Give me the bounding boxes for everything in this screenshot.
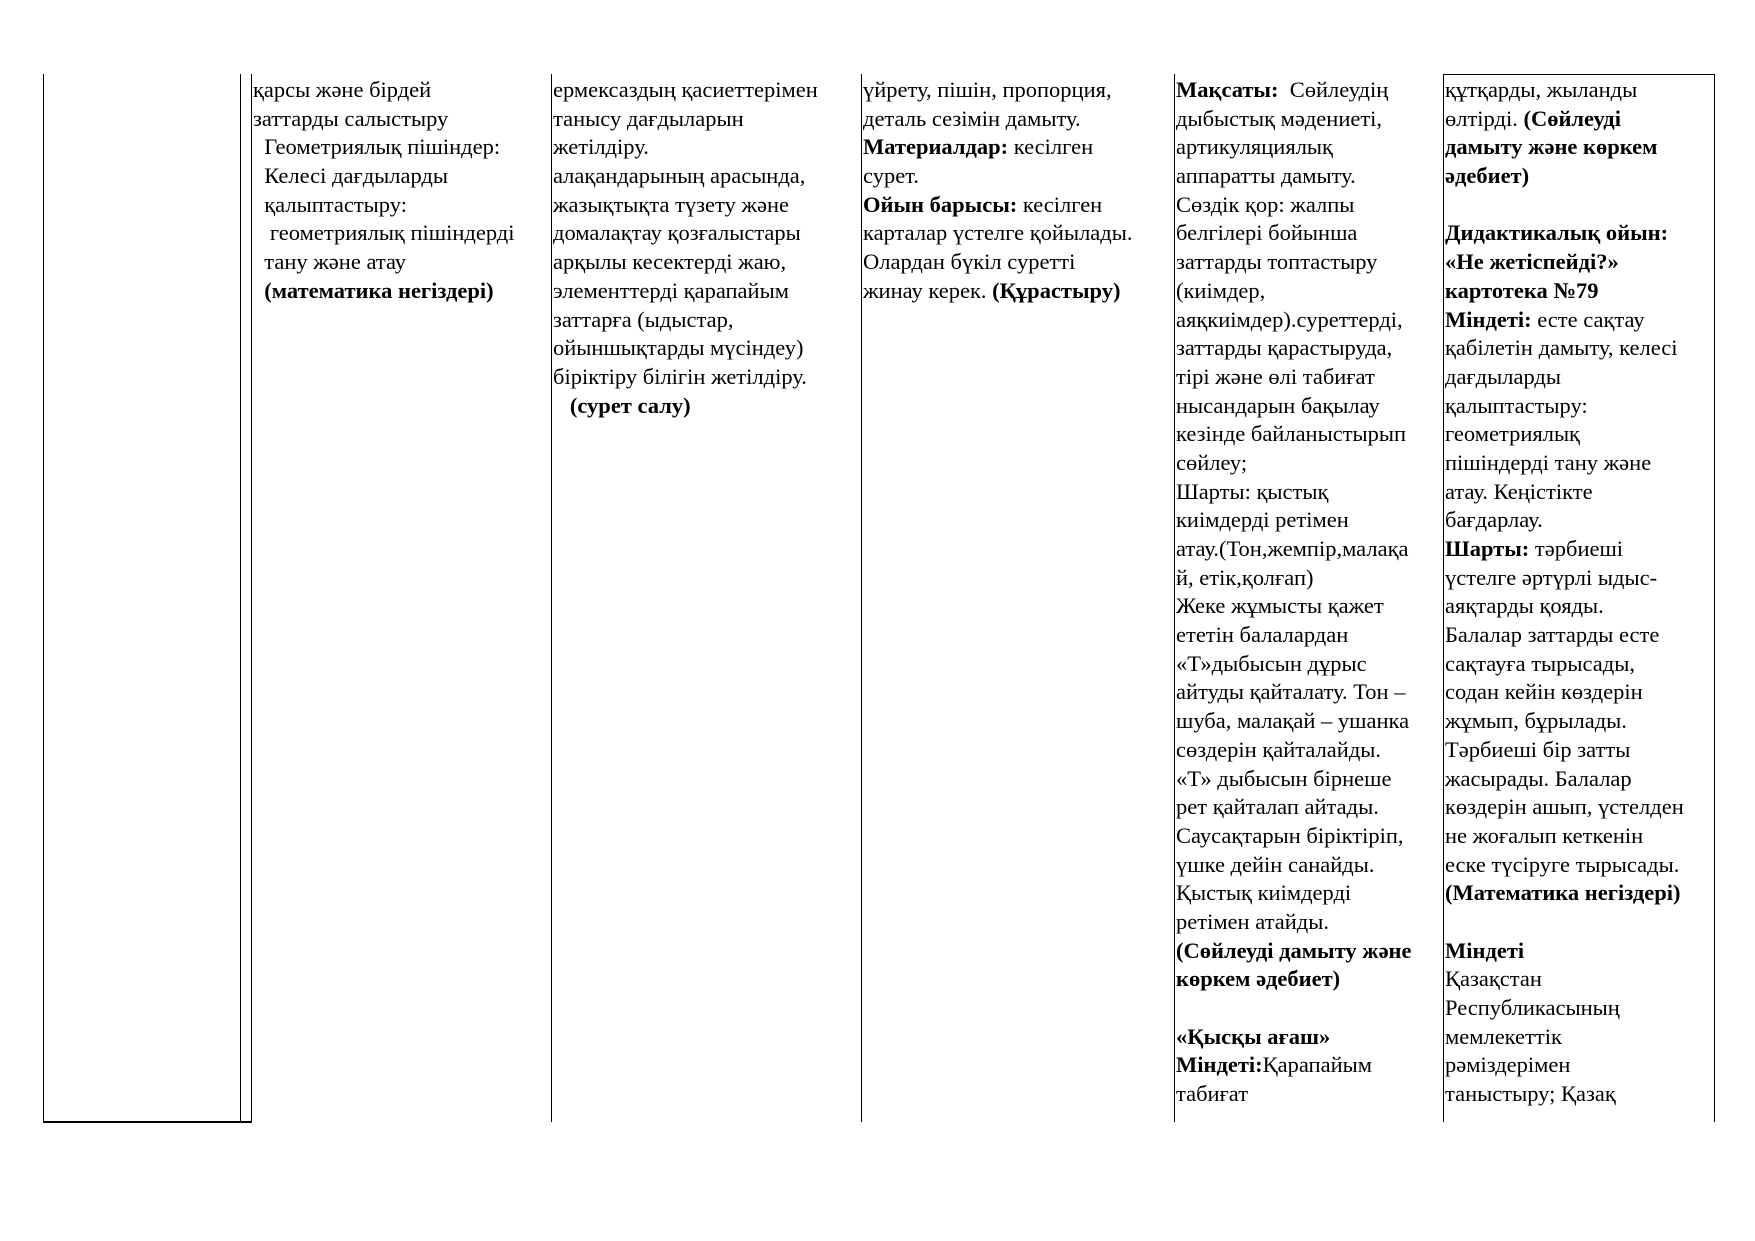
bold-text-segment: көркем әдебиет) bbox=[1176, 966, 1341, 992]
text-line bbox=[1445, 1080, 1713, 1109]
bold-text-segment: «Не жетіспейді?» bbox=[1445, 249, 1619, 275]
text-segment: Қарапайым bbox=[1262, 1052, 1372, 1078]
text-line bbox=[253, 162, 550, 191]
text-line bbox=[1176, 363, 1442, 392]
text-segment: қарсы және бірдей bbox=[253, 77, 432, 102]
text-line bbox=[1176, 965, 1442, 994]
column-divider-6 bbox=[1443, 74, 1444, 1122]
text-segment: үшке дейін санайды. bbox=[1176, 851, 1375, 877]
text-segment: ететін балалардан bbox=[1176, 622, 1349, 648]
text-line bbox=[1176, 650, 1442, 679]
text-line bbox=[1445, 392, 1713, 421]
text-line bbox=[253, 76, 550, 105]
text-segment: жетілдіру. bbox=[553, 134, 649, 160]
text-segment: (киімдер, bbox=[1176, 277, 1266, 303]
text-segment: біріктіру білігін жетілдіру. bbox=[553, 363, 807, 389]
text-segment: аппаратты дамыту. bbox=[1176, 163, 1356, 189]
text-segment: тану және атау bbox=[253, 249, 407, 275]
bold-text-segment: Материалдар: bbox=[863, 134, 1009, 160]
text-line bbox=[1445, 937, 1713, 966]
text-line bbox=[1176, 1051, 1442, 1080]
table-cell-column-5 bbox=[1445, 76, 1713, 1109]
bold-text-segment: (математика негіздері) bbox=[253, 277, 494, 303]
text-segment: не жоғалып кеткенін bbox=[1445, 822, 1644, 848]
text-segment: домалақтау қозғалыстары bbox=[553, 220, 801, 246]
text-line bbox=[253, 248, 550, 277]
table-cell-column-3 bbox=[863, 76, 1173, 306]
text-segment: ермексаздың қасиеттерімен bbox=[553, 77, 818, 102]
text-line bbox=[1445, 105, 1713, 134]
text-line bbox=[1445, 334, 1713, 363]
text-segment: нысандарын бақылау bbox=[1176, 392, 1380, 418]
text-line bbox=[1176, 420, 1442, 449]
text-line bbox=[1176, 76, 1442, 105]
bold-text-segment: (Сөйлеуді дамыту және bbox=[1176, 937, 1412, 963]
text-line bbox=[1445, 449, 1713, 478]
text-line bbox=[553, 219, 860, 248]
text-line bbox=[1176, 105, 1442, 134]
text-line bbox=[1445, 822, 1713, 851]
bold-text-segment: Шарты: bbox=[1445, 536, 1530, 561]
text-segment: кезінде байланыстырып bbox=[1176, 421, 1407, 447]
text-segment: жұмып, бұрылады. bbox=[1445, 708, 1627, 734]
text-segment: мемлекеттік bbox=[1445, 1023, 1562, 1049]
bold-text-segment: Дидактикалық ойын: bbox=[1445, 220, 1669, 246]
text-segment: Шарты: қыстық bbox=[1176, 478, 1329, 504]
text-segment: Олардан бүкіл суретті bbox=[863, 249, 1076, 275]
text-line bbox=[1176, 621, 1442, 650]
bold-text-segment: Міндеті: bbox=[1445, 306, 1532, 332]
text-line bbox=[1445, 1023, 1713, 1052]
text-line bbox=[1445, 363, 1713, 392]
text-line bbox=[863, 133, 1173, 162]
text-line bbox=[1445, 277, 1713, 306]
text-line bbox=[1445, 1051, 1713, 1080]
text-line bbox=[1445, 851, 1713, 880]
text-line bbox=[1176, 162, 1442, 191]
text-segment: ойыншықтарды мүсіндеу) bbox=[553, 335, 804, 361]
text-segment: Қазақстан bbox=[1445, 966, 1542, 992]
table-right-border bbox=[1714, 74, 1715, 1122]
text-segment: карталар үстелге қойылады. bbox=[863, 220, 1133, 246]
text-line bbox=[1176, 793, 1442, 822]
text-segment: Келесі дағдыларды bbox=[253, 163, 448, 189]
bold-text-segment: дамыту және көркем bbox=[1445, 134, 1658, 160]
bold-text-segment: «Қысқы ағаш» bbox=[1176, 1023, 1331, 1049]
text-line bbox=[253, 219, 550, 248]
text-line bbox=[1176, 1023, 1442, 1052]
text-line bbox=[1445, 678, 1713, 707]
text-line bbox=[1176, 277, 1442, 306]
column-divider-2 bbox=[251, 74, 252, 1122]
text-line bbox=[553, 162, 860, 191]
text-segment: есте сақтау bbox=[1531, 306, 1645, 332]
text-line bbox=[553, 76, 860, 105]
table-left-border bbox=[43, 74, 44, 1122]
text-segment: еске түсіруге тырысады. bbox=[1445, 851, 1680, 877]
text-segment: артикуляциялық bbox=[1176, 134, 1333, 160]
text-segment: аяқтарды қояды. bbox=[1445, 593, 1604, 619]
text-segment: сөйлеу; bbox=[1176, 449, 1248, 475]
text-line bbox=[1445, 76, 1713, 105]
text-line bbox=[553, 392, 860, 421]
text-line bbox=[553, 334, 860, 363]
text-segment: Жеке жұмысты қажет bbox=[1176, 593, 1384, 619]
bold-text-segment: Міндеті: bbox=[1176, 1052, 1263, 1078]
text-line bbox=[1176, 506, 1442, 535]
text-line bbox=[1445, 994, 1713, 1023]
text-line bbox=[1445, 219, 1713, 248]
bold-text-segment: (сурет салу) bbox=[553, 392, 691, 418]
text-line bbox=[1176, 248, 1442, 277]
text-line bbox=[253, 105, 550, 134]
text-segment: киімдерді ретімен bbox=[1176, 507, 1349, 533]
text-segment: үйрету, пішін, пропорция, bbox=[863, 77, 1112, 102]
text-segment: белгілері бойынша bbox=[1176, 220, 1358, 246]
text-line bbox=[1445, 506, 1713, 535]
text-line bbox=[1176, 478, 1442, 507]
text-line bbox=[553, 105, 860, 134]
text-segment: пішіндерді тану және bbox=[1445, 449, 1652, 475]
text-segment: Балалар заттарды есте bbox=[1445, 622, 1660, 648]
text-segment: Қыстық киімдерді bbox=[1176, 880, 1352, 906]
text-segment: сөздерін қайталайды. bbox=[1176, 736, 1382, 762]
text-line bbox=[1445, 793, 1713, 822]
text-line bbox=[1176, 449, 1442, 478]
text-line bbox=[863, 105, 1173, 134]
text-segment: кесілген bbox=[1008, 134, 1094, 160]
column-divider-5 bbox=[1174, 74, 1175, 1122]
text-segment: заттарды топтастыру bbox=[1176, 249, 1378, 275]
text-line bbox=[1445, 908, 1713, 937]
text-segment: тәрбиеші bbox=[1529, 536, 1624, 561]
text-line bbox=[1176, 851, 1442, 880]
text-line bbox=[1445, 535, 1713, 564]
text-segment: құтқарды, жыланды bbox=[1445, 77, 1638, 102]
text-segment: сурет. bbox=[863, 163, 919, 189]
text-line bbox=[1445, 478, 1713, 507]
text-line bbox=[863, 219, 1173, 248]
text-segment: тірі және өлі табиғат bbox=[1176, 363, 1375, 389]
text-line bbox=[863, 191, 1173, 220]
bold-text-segment: Міндеті bbox=[1445, 937, 1525, 963]
text-line bbox=[1445, 621, 1713, 650]
text-segment: жинау керек. bbox=[863, 277, 993, 303]
text-segment: жасырады. Балалар bbox=[1445, 765, 1632, 791]
text-segment: танысу дағдыларын bbox=[553, 105, 744, 131]
text-line bbox=[863, 277, 1173, 306]
text-line bbox=[253, 133, 550, 162]
text-segment: шуба, малақай – ушанка bbox=[1176, 708, 1410, 734]
text-segment: элементтерді қарапайым bbox=[553, 277, 789, 303]
text-segment: й, етік,қолғап) bbox=[1176, 564, 1314, 590]
text-segment: дыбыстық мәдениеті, bbox=[1176, 105, 1383, 131]
column-divider-4 bbox=[861, 74, 862, 1122]
text-segment: аяқкиімдер).суреттерді, bbox=[1176, 306, 1403, 332]
text-line bbox=[1445, 133, 1713, 162]
text-line bbox=[553, 191, 860, 220]
text-line bbox=[1176, 334, 1442, 363]
text-segment: деталь сезімін дамыту. bbox=[863, 105, 1081, 131]
column-divider-3 bbox=[551, 74, 552, 1122]
text-segment: алақандарының арасында, bbox=[553, 163, 806, 189]
text-segment: заттарға (ыдыстар, bbox=[553, 306, 734, 332]
table-bottom-border bbox=[43, 1121, 252, 1123]
text-line bbox=[1176, 994, 1442, 1023]
bold-text-segment: Ойын барысы: bbox=[863, 191, 1018, 217]
text-line bbox=[1445, 306, 1713, 335]
text-segment: Саусақтарын біріктіріп, bbox=[1176, 822, 1404, 848]
table-cell-column-4 bbox=[1176, 76, 1442, 1109]
text-line bbox=[1176, 219, 1442, 248]
text-segment: кесілген bbox=[1017, 191, 1103, 217]
text-line bbox=[1176, 1080, 1442, 1109]
text-line bbox=[553, 133, 860, 162]
text-line bbox=[1176, 592, 1442, 621]
text-line bbox=[1176, 736, 1442, 765]
text-line bbox=[1176, 937, 1442, 966]
bold-text-segment: (Құрастыру) bbox=[992, 277, 1121, 303]
text-line bbox=[553, 306, 860, 335]
text-line bbox=[1445, 248, 1713, 277]
text-line bbox=[1445, 191, 1713, 220]
text-segment: бағдарлау. bbox=[1445, 507, 1543, 533]
text-line bbox=[863, 248, 1173, 277]
text-line bbox=[1176, 678, 1442, 707]
text-line bbox=[553, 363, 860, 392]
text-segment: жазықтықта түзету және bbox=[553, 191, 789, 217]
text-line bbox=[1445, 650, 1713, 679]
text-segment: Геометриялық пішіндер: bbox=[253, 134, 501, 160]
text-line bbox=[863, 162, 1173, 191]
text-line bbox=[1176, 392, 1442, 421]
text-line bbox=[1445, 592, 1713, 621]
text-line bbox=[1445, 420, 1713, 449]
bold-text-segment: әдебиет) bbox=[1445, 163, 1530, 189]
text-line bbox=[1445, 162, 1713, 191]
text-segment: үстелге әртүрлі ыдыс- bbox=[1445, 564, 1658, 590]
table-cell-column-2 bbox=[553, 76, 860, 420]
text-line bbox=[1176, 908, 1442, 937]
text-segment: геометриялық bbox=[1445, 421, 1580, 447]
text-segment: заттарды қарастыруда, bbox=[1176, 335, 1393, 361]
text-line bbox=[1176, 133, 1442, 162]
table-top-right-border bbox=[1443, 74, 1715, 75]
text-segment: заттарды салыстыру bbox=[253, 105, 449, 131]
text-line bbox=[863, 76, 1173, 105]
text-line bbox=[1445, 707, 1713, 736]
text-segment: содан кейін көздерін bbox=[1445, 679, 1643, 705]
text-line bbox=[1176, 306, 1442, 335]
text-segment: айтуды қайталату. Тон – bbox=[1176, 679, 1406, 705]
text-line bbox=[253, 277, 550, 306]
text-line bbox=[553, 248, 860, 277]
text-segment: қалыптастыру: bbox=[1445, 392, 1588, 418]
text-segment: табиғат bbox=[1176, 1081, 1249, 1107]
bold-text-segment: картотека №79 bbox=[1445, 277, 1599, 303]
column-divider-1 bbox=[240, 74, 241, 1122]
text-segment: арқылы кесектерді жаю, bbox=[553, 249, 787, 275]
text-line bbox=[1176, 535, 1442, 564]
text-line bbox=[1176, 822, 1442, 851]
text-line bbox=[1445, 965, 1713, 994]
text-segment: Сөздік қор: жалпы bbox=[1176, 191, 1355, 217]
text-segment: сақтауға тырысады, bbox=[1445, 650, 1635, 676]
text-segment: қалыптастыру: bbox=[253, 191, 407, 217]
text-segment: «Т»дыбысын дұрыс bbox=[1176, 650, 1367, 676]
table-cell-column-1 bbox=[253, 76, 550, 306]
bold-text-segment: (Сөйлеуді bbox=[1523, 105, 1621, 131]
text-segment: Республикасының bbox=[1445, 995, 1620, 1020]
text-segment: рет қайталап айтады. bbox=[1176, 794, 1379, 820]
text-segment: Тәрбиеші бір затты bbox=[1445, 736, 1631, 762]
text-line bbox=[1176, 879, 1442, 908]
text-segment: атау.(Тон,жемпір,малақа bbox=[1176, 536, 1409, 561]
text-line bbox=[1176, 191, 1442, 220]
text-line bbox=[1176, 765, 1442, 794]
text-segment: атау. Кеңістікте bbox=[1445, 478, 1593, 504]
bold-text-segment: (Математика негіздері) bbox=[1445, 880, 1681, 906]
text-segment: рәміздерімен bbox=[1445, 1052, 1571, 1078]
text-segment: Сөйлеудің bbox=[1278, 77, 1389, 102]
text-segment: дағдыларды bbox=[1445, 363, 1561, 389]
text-line bbox=[1445, 736, 1713, 765]
text-line bbox=[553, 277, 860, 306]
text-line bbox=[1176, 707, 1442, 736]
text-segment: ретімен атайды. bbox=[1176, 908, 1329, 934]
text-segment: таныстыру; Қазақ bbox=[1445, 1081, 1616, 1107]
bold-text-segment: Мақсаты: bbox=[1176, 77, 1279, 102]
text-segment: «Т» дыбысын бірнеше bbox=[1176, 765, 1392, 791]
text-segment: қабілетін дамыту, келесі bbox=[1445, 335, 1678, 361]
text-line bbox=[1445, 564, 1713, 593]
text-segment: көздерін ашып, үстелден bbox=[1445, 794, 1684, 820]
text-line bbox=[1176, 564, 1442, 593]
text-segment: өлтірді. bbox=[1445, 105, 1524, 131]
text-line bbox=[253, 191, 550, 220]
text-segment: геометриялық пішіндерді bbox=[253, 220, 515, 246]
text-line bbox=[1445, 879, 1713, 908]
text-line bbox=[1445, 765, 1713, 794]
